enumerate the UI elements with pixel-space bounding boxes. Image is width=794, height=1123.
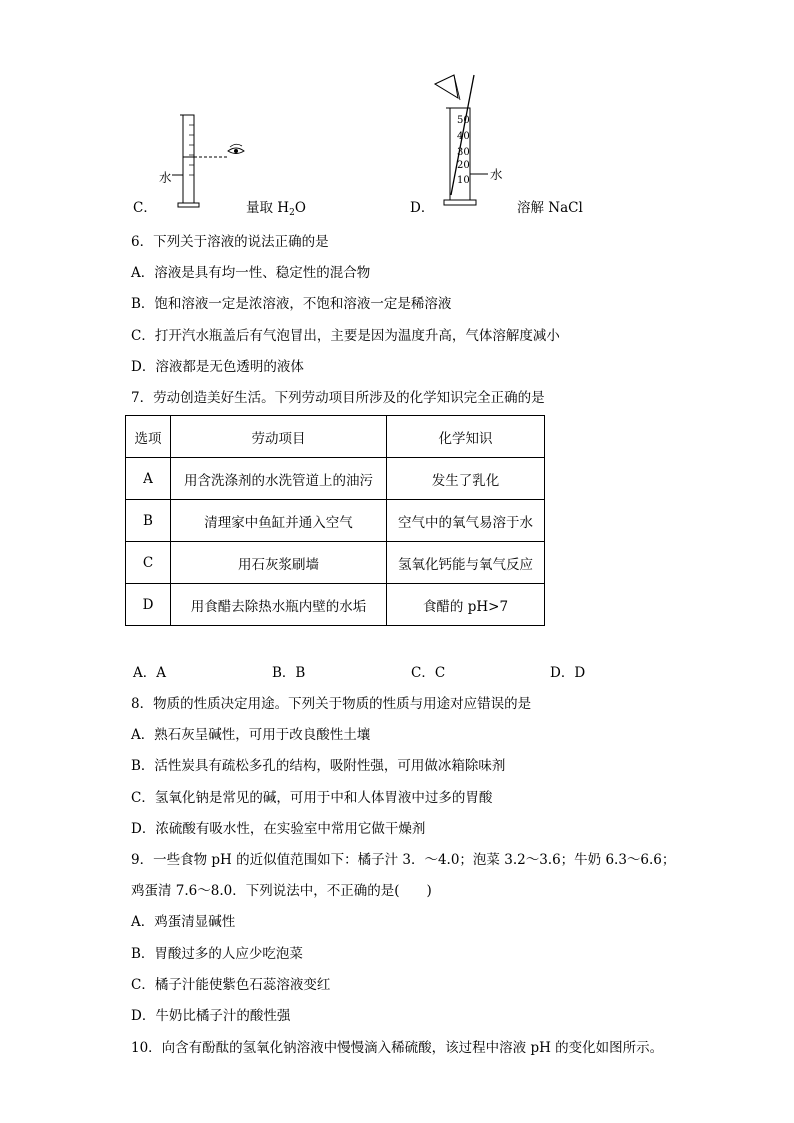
question-8-option-a: A．熟石灰呈碱性，可用于改良酸性土壤 xyxy=(131,727,371,743)
figure-d-tick-40: 40 xyxy=(457,131,470,142)
question-6-option-c: C．打开汽水瓶盖后有气泡冒出，主要是因为温度升高，气体溶解度减小 xyxy=(131,328,560,344)
question-9-option-d: D．牛奶比橘子汁的酸性强 xyxy=(131,1008,291,1024)
question-9-option-b: B．胃酸过多的人应少吃泡菜 xyxy=(131,946,303,962)
table-cell: 食醋的 pH>7 xyxy=(387,584,545,626)
question-8-option-c: C．氢氧化钠是常见的碱，可用于中和人体胃液中过多的胃酸 xyxy=(131,790,493,806)
table-cell: 用含洗涤剂的水洗管道上的油污 xyxy=(171,458,387,500)
table-cell: C xyxy=(126,542,171,584)
table-cell: 清理家中鱼缸并通入空气 xyxy=(171,500,387,542)
table-cell: 空气中的氧气易溶于水 xyxy=(387,500,545,542)
question-9-option-c: C．橘子汁能使紫色石蕊溶液变红 xyxy=(131,977,331,993)
question-7-stem: 7．劳动创造美好生活。下列劳动项目所涉及的化学知识完全正确的是 xyxy=(131,390,545,406)
figure-d-caption: 溶解 NaCl xyxy=(517,200,583,216)
table-cell: A xyxy=(126,458,171,500)
table-cell: 用食醋去除热水瓶内壁的水垢 xyxy=(171,584,387,626)
question-6-option-a: A．溶液是具有均一性、稳定性的混合物 xyxy=(131,265,371,281)
question-8-stem: 8．物质的性质决定用途。下列关于物质的性质与用途对应错误的是 xyxy=(131,696,532,712)
question-6-option-b: B．饱和溶液一定是浓溶液，不饱和溶液一定是稀溶液 xyxy=(131,296,452,312)
question-7-choice-b: B．B xyxy=(272,665,306,681)
question-9-stem-line-1: 9．一些食物 pH 的近似值范围如下：橘子汁 3．～4.0；泡菜 3.2～3.6；牛奶 6.3～6.6； xyxy=(131,852,676,868)
question-6-option-d: D．溶液都是无色透明的液体 xyxy=(131,359,304,375)
question-7-choice-c: C．C xyxy=(411,665,446,681)
table-header-row xyxy=(126,416,545,458)
table-row xyxy=(126,458,545,500)
table-row xyxy=(126,500,545,542)
table-cell: 发生了乳化 xyxy=(387,458,545,500)
figure-d-tick-10: 10 xyxy=(457,175,470,186)
table-cell: 氢氧化钙能与氧气反应 xyxy=(387,542,545,584)
figure-c-caption: 量取 $H_2O$ xyxy=(246,200,306,218)
table-header-cell: 化学知识 xyxy=(387,416,545,458)
table-row xyxy=(126,542,545,584)
table-row xyxy=(126,584,545,626)
figure-d-tick-30: 30 xyxy=(457,147,470,158)
table-cell: D xyxy=(126,584,171,626)
cylinder-reading-figure xyxy=(150,105,260,215)
figure-c-water-label: 水 xyxy=(159,170,172,185)
cylinder-dissolving-figure xyxy=(432,70,512,215)
figure-d-water-label: 水 xyxy=(490,167,503,182)
question-10-stem: 10．向含有酚酞的氢氧化钠溶液中慢慢滴入稀硫酸，该过程中溶液 pH 的变化如图所示。 xyxy=(131,1040,664,1056)
question-6-stem: 6．下列关于溶液的说法正确的是 xyxy=(131,234,329,250)
table-cell: 用石灰浆刷墙 xyxy=(171,542,387,584)
question-7-choice-a: A．A xyxy=(133,665,166,681)
figure-d-letter: D． xyxy=(410,200,435,216)
question-9-option-a: A．鸡蛋清显碱性 xyxy=(131,914,236,930)
question-8-option-b: B．活性炭具有疏松多孔的结构，吸附性强，可用做冰箱除味剂 xyxy=(131,758,506,774)
figure-d-tick-50: 50 xyxy=(457,115,470,126)
question-7-table xyxy=(125,415,545,626)
figure-d-tick-20: 20 xyxy=(457,160,470,171)
table-cell: B xyxy=(126,500,171,542)
table-header-cell: 选项 xyxy=(126,416,171,458)
question-9-stem-line-2: 鸡蛋清 7.6～8.0．下列说法中，不正确的是( ) xyxy=(131,883,432,899)
question-7-choice-d: D．D xyxy=(550,665,586,681)
table-header-cell: 劳动项目 xyxy=(171,416,387,458)
figure-c-letter: C． xyxy=(133,200,157,216)
question-8-option-d: D．浓硫酸有吸水性，在实验室中常用它做干燥剂 xyxy=(131,821,426,837)
